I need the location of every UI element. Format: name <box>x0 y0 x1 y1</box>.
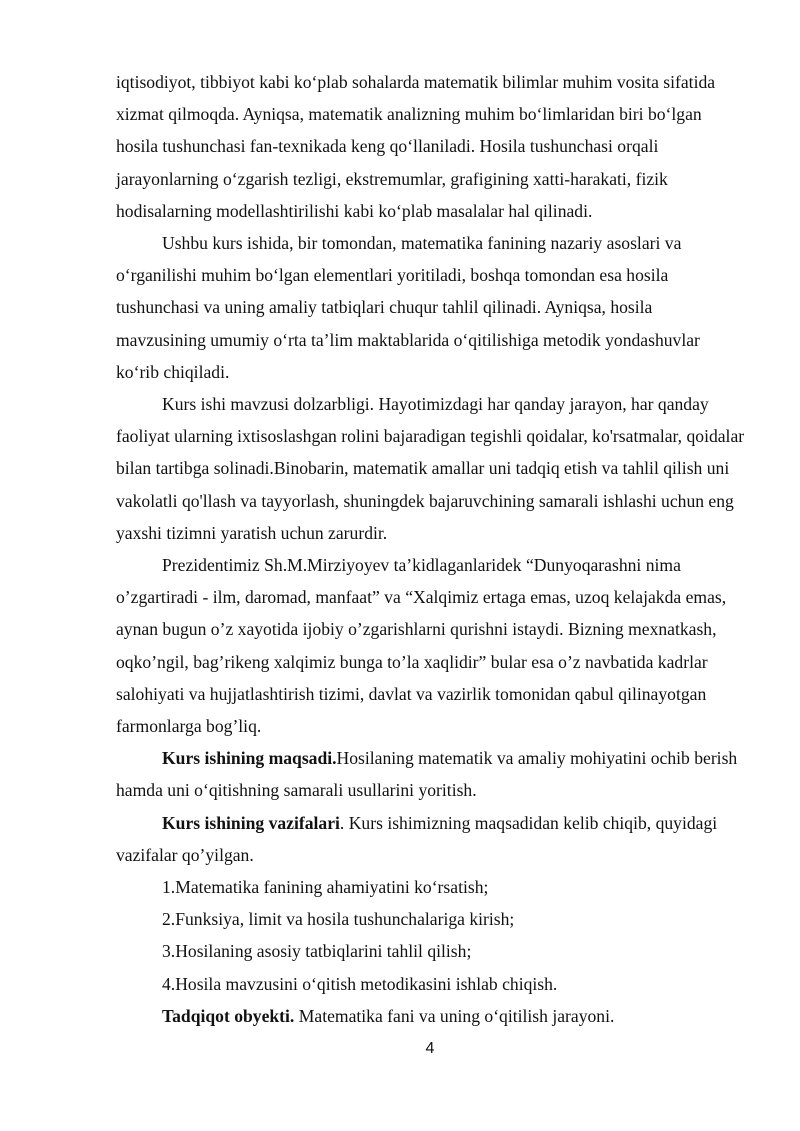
paragraph-tasks <box>116 807 746 871</box>
research-object-heading: Tadqiqot obyekti. <box>162 1005 295 1026</box>
task-list-item: 4.Hosila mavzusini o‘qitish metodikasini ishlab chiqish. <box>162 973 558 994</box>
paragraph-president-quote: Prezidentimiz Sh.M.Mirziyoyev ta’kidlaganlaridek “Dunyoqarashni nima o’zgartiradi - ilm, daromad, manfaat” va “Xalqimiz ertaga emas, uzoq kelajakda emas, aynan bugun o’z xayotida ijobiy o’zgarishlarni qurishni istaydi. Bizning mexnatkash, oqko’ngil, bag’rikeng xalqimiz bunga to’la xaqlidir” bular esa o’z navbatida kadrlar salohiyati va hujjatlashtirish tizimi, davlat va vazirlik tomonidan qabul qilinayotgan farmonlarga bog’liq. <box>116 555 727 737</box>
paragraph-intro-continuation: iqtisodiyot, tibbiyot kabi ko‘plab sohalarda matematik bilimlar muhim vosita sifatida xizmat qilmoqda. Ayniqsa, matematik analizning muhim bo‘limlaridan biri bo‘lgan hosila tushunchasi fan-texnikada keng qo‘llaniladi. Hosila tushunchasi orqali jarayonlarning o‘zgarish tezligi, ekstremumlar, grafigining xatti-harakati, fizik hodisalarning modellashtirilishi kabi ko‘plab masalalar hal qilinadi. <box>116 72 716 221</box>
document-body <box>116 66 746 1032</box>
tasks-intro-text: . Kurs ishimizning maqsadidan kelib chiqib, quyidagi vazifalar qo’yilgan. <box>116 812 718 865</box>
paragraph-goal <box>116 742 746 806</box>
goal-heading: Kurs ishining maqsadi. <box>162 748 337 769</box>
task-list-item: 2.Funksiya, limit va hosila tushunchalariga kirish; <box>162 909 515 930</box>
research-object-text: Matematika fani va uning o‘qitilish jarayoni. <box>294 1005 615 1026</box>
paragraph-relevance: Kurs ishi mavzusi dolzarbligi. Hayotimizdagi har qanday jarayon, har qanday faoliyat ularning ixtisoslashgan rolini bajaradigan tegishli qoidalar, ko'rsatmalar, qoidalar bilan tartibga solinadi.Binobarin, matematik amallar uni tadqiq etish va tahlil qilish uni vakolatli qo'llash va tayyorlash, shuningdek bajaruvchining samarali ishlashi uchun eng yaxshi tizimni yaratish uchun zarurdir. <box>116 394 745 543</box>
paragraph-course-overview: Ushbu kurs ishida, bir tomondan, matematika fanining nazariy asoslari va o‘rganilishi muhim bo‘lgan elementlari yoritiladi, boshqa tomondan esa hosila tushunchasi va uning amaliy tatbiqlari chuqur tahlil qilinadi. Ayniqsa, hosila mavzusining umumiy o‘rta ta’lim maktablarida o‘qitilishiga metodik yondashuvlar ko‘rib chiqiladi. <box>116 233 700 382</box>
page-number: 4 <box>425 1040 435 1057</box>
task-list-item: 3.Hosilaning asosiy tatbiqlarini tahlil qilish; <box>162 941 472 962</box>
tasks-heading: Kurs ishining vazifalari <box>162 812 340 833</box>
goal-text: Hosilaning matematik va amaliy mohiyatini ochib berish hamda uni o‘qitishning samarali usullarini yoritish. <box>116 748 738 801</box>
paragraph-research-object <box>116 1000 746 1032</box>
task-list-item: 1.Matematika fanining ahamiyatini ko‘rsatish; <box>162 877 489 898</box>
